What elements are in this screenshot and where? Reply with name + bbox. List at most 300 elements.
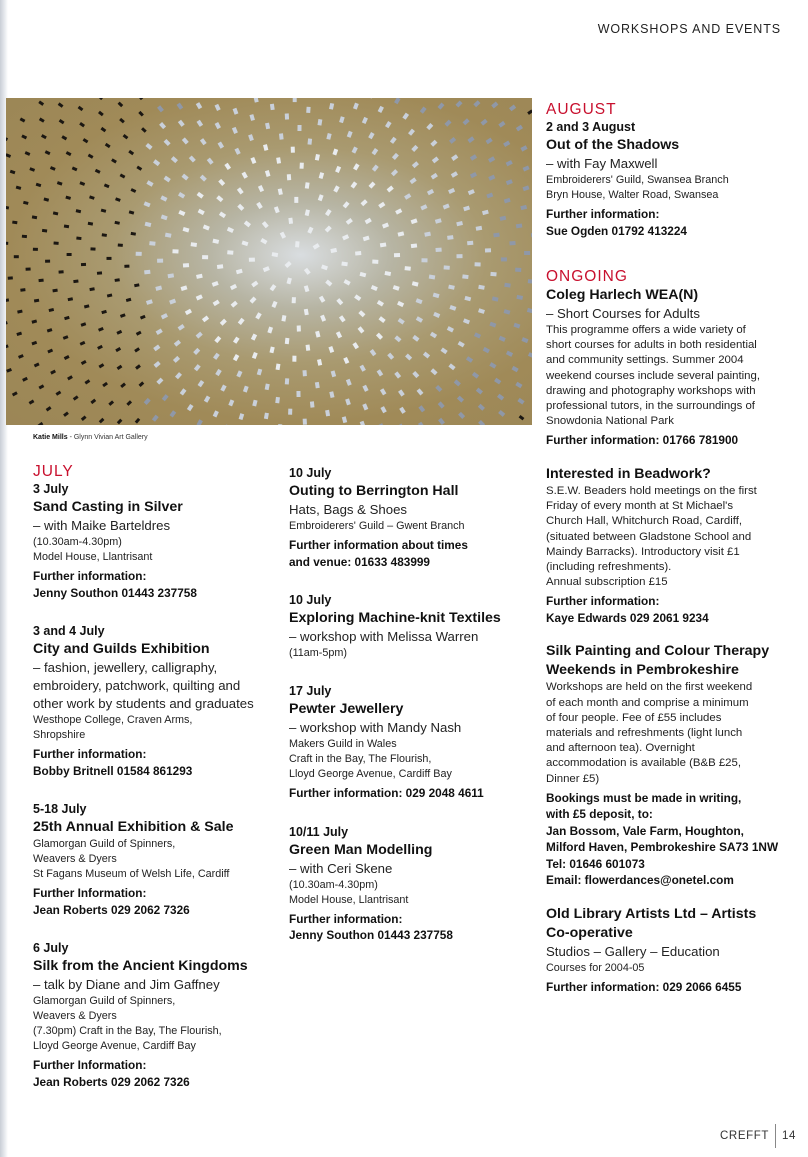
artwork-mark [64,225,69,229]
artwork-mark [467,136,474,143]
artwork-mark [90,399,96,404]
artwork-mark [497,394,504,401]
artwork-mark [424,232,431,237]
artwork-mark [169,299,176,305]
artwork-mark [286,277,291,284]
artwork-mark [55,391,61,396]
artwork-mark [329,103,334,110]
event-detail: Shropshire [33,729,86,741]
further-information [289,911,534,944]
artwork-mark [467,241,473,246]
artwork-mark [43,198,49,202]
artwork-mark [162,394,169,401]
event-entry [289,465,534,570]
artwork-mark [218,179,225,186]
artwork-mark [258,185,264,192]
artwork-mark [512,366,519,372]
artwork-mark [197,419,203,425]
artwork-mark [237,187,244,194]
artwork-mark [67,375,73,380]
july-events-list-continued [289,465,534,944]
event-title: Coleg Harlech WEA(N) [546,287,699,303]
artwork-mark [99,418,105,424]
artwork-mark [22,377,28,382]
artwork-mark [448,285,455,290]
artwork-mark [412,335,419,342]
artwork-mark [251,281,258,288]
event-subtitle: other work by students and graduates [33,696,254,711]
artwork-mark [183,263,189,267]
artwork-mark [474,332,481,338]
page-footer [720,1124,796,1148]
artwork-mark [463,206,470,212]
event-subtitle: – workshop with Mandy Nash [289,720,462,735]
artwork-mark [336,331,342,338]
artwork-mark [26,267,31,270]
artwork-mark [443,204,450,210]
artwork-mark [394,335,401,342]
artwork-mark [421,258,427,262]
artwork-mark [516,223,523,228]
further-information [33,746,278,779]
artwork-mark [269,347,274,354]
artwork-mark [76,209,82,213]
further-information [289,537,534,570]
artwork-mark [68,297,73,301]
artwork-mark [217,264,223,269]
event-title: City and Guilds Exhibition [33,641,210,657]
artwork-mark [492,296,499,301]
artwork-mark [139,381,145,387]
artwork-mark [12,221,17,225]
artwork-mark [31,320,37,324]
artwork-mark [440,347,447,354]
artwork-mark [411,218,418,224]
artwork-mark [417,388,424,395]
artwork-mark [120,174,126,179]
artwork-mark [6,344,9,348]
section-heading-ongoing: ONGOING [546,268,628,285]
artwork-mark [336,298,343,305]
artwork-mark [468,189,475,195]
artwork-mark [29,167,35,172]
artwork-mark [391,169,398,176]
artwork-mark [493,233,499,238]
contact-line: with £5 deposit, to: [546,807,653,822]
artwork-mark [524,251,530,255]
artwork-mark [120,383,126,388]
artwork-mark [426,123,433,130]
artwork-mark [412,161,419,168]
artwork-mark [101,310,107,314]
contact-line: Sue Ogden 01792 413224 [546,223,687,238]
artwork-mark [47,328,53,332]
artwork-mark [81,322,87,326]
artwork-mark [435,385,442,392]
artwork-mark [402,113,409,120]
artwork-mark [365,218,372,224]
artwork-mark [318,194,324,201]
further-information [289,785,534,802]
artwork-mark [196,294,203,300]
artwork-mark [102,233,107,237]
artwork-mark [42,229,47,233]
artwork-mark [194,364,201,371]
artwork-mark [325,410,330,417]
artwork-mark [173,356,180,363]
event-title: Weekends in Pembrokeshire [546,662,739,679]
artwork-mark [257,369,262,376]
event-detail: Makers Guild in Wales [289,738,397,750]
artwork-mark [32,215,37,219]
event-detail: St Fagans Museum of Welsh Life, Cardiff [33,868,230,880]
footer-divider [775,1124,776,1148]
artwork-mark [307,227,313,234]
artwork-mark [516,295,523,300]
description-line: weekend courses include several painting, [546,369,761,382]
artwork-mark [306,344,311,350]
artwork-mark [287,174,291,180]
artwork-mark [464,296,471,301]
artwork-mark [329,391,334,398]
artwork-mark [527,308,532,313]
artwork-mark [382,223,389,229]
section-header: WORKSHOPS AND EVENTS [597,22,781,36]
artwork-mark [79,122,85,127]
further-information [546,790,791,889]
artwork-mark [394,253,400,257]
column-july-1 [33,462,278,1112]
event-date: 2 and 3 August [546,120,636,134]
event-entry [546,465,791,626]
artwork-mark [20,117,26,122]
artwork-mark [145,143,152,150]
artwork-mark [29,400,35,405]
artwork-mark [486,193,493,199]
artwork-mark [265,383,270,390]
artwork-mark [317,359,322,366]
contact-line: Kaye Edwards 029 2061 9234 [546,610,709,625]
contact-line: Email: flowerdances@onetel.com [546,873,734,888]
artwork-mark [172,249,178,253]
artwork-mark [227,227,234,233]
artwork-mark [212,281,219,287]
artwork-mark [513,323,520,329]
artwork-mark [481,119,488,126]
artwork-mark [111,158,117,163]
artwork-mark [63,335,69,340]
artwork-mark [362,403,368,410]
artwork-mark [509,104,516,111]
event-subtitle: – fashion, jewellery, calligraphy, [33,660,218,675]
artwork-mark [278,188,283,195]
artwork-mark [451,154,458,161]
artwork-mark [17,310,23,314]
artwork-mark [33,248,38,251]
description-line: S.E.W. Beaders hold meetings on the first [546,484,757,497]
artwork-mark [252,400,257,407]
artwork-mark [213,300,220,307]
artwork-mark [161,313,168,319]
artwork-mark [39,118,45,123]
artwork-mark [6,368,12,373]
artwork-mark [196,332,203,339]
contact-line: Further information: [33,747,147,761]
artwork-mark [470,172,477,178]
artwork-mark [182,174,189,181]
artwork-mark [117,365,123,370]
artwork-mark [371,285,378,291]
artwork-mark [57,181,63,185]
artwork-mark [98,327,104,332]
artwork-mark [14,255,19,258]
description-line: Church Hall, Whitchurch Road, Cardiff, [546,515,743,528]
artwork-mark [47,349,53,354]
artwork-mark [456,221,463,226]
artwork-dots [6,98,532,425]
artwork-mark [135,418,141,424]
event-detail: Weavers & Dyers [33,1010,117,1022]
event-subtitle: – workshop with Melissa Warren [289,629,479,644]
artwork-mark [79,181,85,186]
artwork-mark [105,143,111,148]
artwork-mark [359,365,365,372]
artwork-mark [270,104,275,110]
contact-line: and venue: 01633 483999 [289,554,430,569]
artwork-mark [285,338,290,344]
artwork-mark [58,102,64,107]
contact-line: Further information about times [289,538,468,552]
event-description [546,484,791,590]
artwork-mark [341,262,347,267]
artwork-mark [200,175,207,182]
artwork-mark [384,271,391,276]
artwork-mark [243,386,249,393]
artwork-mark [76,237,81,241]
artwork-mark [134,283,139,287]
contact-line: Further Information: [33,1058,147,1072]
artwork-mark [73,395,79,400]
artwork-mark [447,235,453,240]
artwork-mark [263,266,270,272]
artwork-mark [178,210,185,216]
artwork-mark [398,424,404,425]
artwork-mark [303,419,307,425]
artwork-mark [506,179,513,185]
artwork-mark [249,297,256,304]
artwork-mark [213,353,220,360]
artwork-mark [310,401,315,407]
artwork-mark [64,316,70,320]
artwork-mark [233,354,239,361]
artwork-mark [267,327,273,334]
artwork-mark [8,276,13,279]
description-line: Workshops are held on the first weekend [546,681,753,694]
artwork-mark [253,98,258,103]
description-line: (including refreshments). [546,560,672,573]
artwork-mark [157,105,164,112]
artwork-mark [531,233,532,238]
event-title: Out of the Shadows [546,137,680,153]
artwork-mark [351,181,358,188]
artwork-mark [126,400,132,406]
artwork-mark [489,322,496,328]
artwork-mark [216,195,223,202]
artwork-mark [319,296,325,303]
artwork-mark [178,192,185,199]
event-subtitle: Studios – Gallery – Education [546,943,720,959]
artwork-mark [430,368,437,375]
event-detail: Lloyd George Avenue, Cardiff Bay [33,1040,196,1052]
artwork-mark [6,153,11,158]
artwork-mark [315,154,320,161]
artwork-mark [488,156,495,162]
artwork-mark [448,188,455,194]
event-date: 10/11 July [289,824,349,839]
event-date: 5-18 July [33,802,87,816]
artwork-mark [104,183,110,188]
artwork-mark [458,412,465,419]
caption-artist: Katie Mills [33,434,68,441]
artwork-mark [431,173,438,180]
event-detail: Bryn House, Walter Road, Swansea [546,189,719,201]
artwork-mark [134,347,140,352]
artwork-mark [342,416,347,423]
artwork-mark [418,422,425,425]
artwork-mark [528,279,532,284]
event-title: Exploring Machine-knit Textiles [289,610,501,626]
contact-line: Tel: 01646 601073 [546,856,645,871]
photo-caption [33,434,148,441]
artwork-mark [38,384,44,389]
description-line: Dinner £5) [546,772,600,785]
artwork-mark [156,378,163,385]
artwork-mark [292,297,296,303]
artwork-mark [136,252,142,256]
contact-line: Further information: [289,911,403,926]
artwork-mark [252,352,258,359]
artwork-mark [355,251,361,256]
artwork-mark [178,324,185,331]
artwork-mark [387,186,394,193]
artwork-mark [432,156,439,163]
event-subtitle: embroidery, patchwork, quilting and [33,678,241,693]
artwork-mark [215,122,221,129]
artwork-mark [200,138,207,145]
artwork-mark [118,102,124,108]
description-line: of four people. Fee of £55 includes [546,711,722,724]
artwork-mark [433,312,440,318]
artwork-mark [6,321,8,325]
event-title: Sand Casting in Silver [33,499,183,515]
event-entry [546,642,791,888]
event-entry [289,592,534,661]
further-information [546,432,791,449]
artwork-mark [372,165,379,172]
artwork-mark [516,125,523,132]
artwork-mark [527,110,532,115]
artwork-mark [265,123,270,130]
contact-line: Jenny Southon 01443 237758 [33,585,197,600]
artwork-mark [183,227,190,232]
artwork-mark [21,134,27,139]
artwork-mark [344,279,351,285]
artwork-mark [295,241,300,247]
artwork-mark [423,352,430,359]
event-entry [546,905,791,996]
event-subtitle: Hats, Bags & Shoes [289,502,408,517]
artwork-mark [215,369,222,376]
contact-line: Further information: 029 2066 6455 [546,979,742,994]
contact-line: Further information: [546,207,660,221]
artwork-mark [239,413,245,420]
artwork-mark [204,396,210,403]
artwork-mark [503,141,510,148]
artwork-mark [260,238,267,244]
artwork-mark [462,274,468,279]
artwork-mark [279,133,284,139]
artwork-mark [416,298,423,304]
artwork-mark [144,270,150,275]
description-line: Friday of every month at St Michael's [546,500,734,513]
artwork-mark [363,236,370,242]
column-july-2 [289,465,534,966]
contact-line: Further information: [546,594,660,609]
artwork-mark [98,363,104,368]
artwork-mark [397,301,404,307]
artwork-mark [449,137,456,144]
artwork-mark [315,382,320,389]
artwork-mark [116,330,122,335]
artwork-mark [444,120,451,127]
artwork-mark [271,301,277,308]
event-detail: Westhope College, Craven Arms, [33,714,193,726]
event-description [546,680,791,786]
artwork-mark [171,156,178,163]
artwork-mark [100,127,106,132]
artwork-mark [498,121,505,128]
event-detail: Glamorgan Guild of Spinners, [33,838,176,850]
event-detail: Lloyd George Avenue, Cardiff Bay [289,768,452,780]
artwork-mark [281,315,286,322]
description-line: (situated between Gladstone School and [546,530,752,543]
description-line: and community settings. Summer 2004 [546,354,744,367]
event-title: Silk Painting and Colour Therapy [546,643,770,660]
artwork-mark [185,309,192,315]
artwork-mark [438,418,445,425]
event-detail: Model House, Llantrisant [289,893,409,906]
artwork-mark [45,150,51,155]
artwork-mark [114,221,120,225]
contact-line: Bookings must be made in writing, [546,790,742,805]
artwork-mark [16,332,22,336]
event-title: Outing to Berrington Hall [289,483,459,499]
artwork-mark [25,151,31,156]
artwork-mark [83,138,89,143]
artwork-mark [155,286,162,291]
event-detail: Embroiderers' Guild – Gwent Branch [289,520,465,532]
artwork-photo [6,98,532,425]
column-august-ongoing [546,100,791,1011]
artwork-mark [80,341,86,346]
artwork-mark [270,284,277,291]
artwork-mark [6,206,9,210]
artwork-mark [118,243,123,246]
artwork-mark [372,148,379,155]
artwork-mark [455,100,462,107]
artwork-mark [377,369,384,376]
artwork-mark [203,225,210,231]
